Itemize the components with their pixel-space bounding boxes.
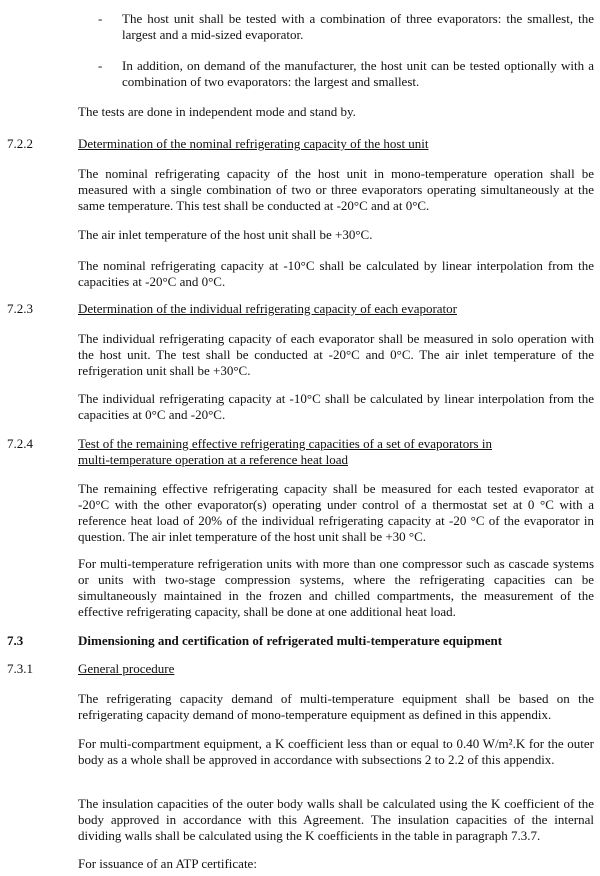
- section-number-7-2-2: 7.2.2: [7, 136, 33, 151]
- section-title-7-3-1: General procedure: [78, 661, 175, 676]
- section-number-7-2-3: 7.2.3: [7, 301, 33, 316]
- paragraph-tests-mode: The tests are done in independent mode and stand by.: [78, 104, 356, 119]
- paragraph-7-3-1-1: The refrigerating capacity demand of multi-temperature equipment shall be based on the refrigerating capacity demand of mono-temperature equipment as defined in this appendix.: [78, 691, 594, 722]
- section-title-7-2-4-line2: multi-temperature operation at a reference heat load: [78, 452, 348, 467]
- section-title-7-2-4-line1: Test of the remaining effective refrigerating capacities of a set of evaporators in: [78, 436, 492, 451]
- paragraph-7-3-1-3: The insulation capacities of the outer body walls shall be calculated using the K coefficient of the body approved in accordance with this Agreement. The insulation capacities of the internal dividing walls shall be calculated using the K coefficients in the table in paragraph 7.3.7.: [78, 796, 594, 843]
- section-number-7-3-1: 7.3.1: [7, 661, 33, 676]
- paragraph-7-3-1-4: For issuance of an ATP certificate:: [78, 856, 257, 871]
- section-number-7-2-4: 7.2.4: [7, 436, 33, 451]
- paragraph-7-2-2-2: The air inlet temperature of the host unit shall be +30°C.: [78, 227, 373, 242]
- bullet-text: The host unit shall be tested with a combination of three evaporators: the smallest, the largest and a mid-sized evaporator.: [122, 11, 594, 42]
- paragraph-7-2-2-1: The nominal refrigerating capacity of the host unit in mono-temperature operation shall be measured with a single combination of two or three evaporators operating simultaneously at the same temperature. This test shall be conducted at -20°C and at 0°C.: [78, 166, 594, 213]
- section-title-7-2-3: Determination of the individual refrigerating capacity of each evaporator: [78, 301, 457, 316]
- section-title-7-3: Dimensioning and certification of refrigerated multi-temperature equipment: [78, 633, 503, 648]
- bullet-dash: -: [98, 58, 103, 73]
- paragraph-7-2-4-2: For multi-temperature refrigeration units with more than one compressor such as cascade systems or units with two-stage compression systems, where the refrigerating capacities can be simultaneously maintained in the frozen and chilled compartments, the measurement of the effective refrigerating capacity, shall be done at one additional heat load.: [78, 556, 594, 619]
- bullet-text: In addition, on demand of the manufacturer, the host unit can be tested optionally with a combination of two evaporators: the largest and smallest.: [122, 58, 594, 89]
- section-number-7-3: 7.3: [7, 633, 24, 648]
- paragraph-7-2-3-2: The individual refrigerating capacity at -10°C shall be calculated by linear interpolation from the capacities at 0°C and -20°C.: [78, 391, 594, 422]
- paragraph-7-2-4-1: The remaining effective refrigerating capacity shall be measured for each tested evaporator at -20°C with the other evaporator(s) operating under control of a thermostat set at 0 °C with a reference heat load of 20% of the individual refrigerating capacity at -20 °C of the evaporator in question. The air inlet temperature of the host unit shall be +30 °C.: [78, 481, 594, 544]
- section-title-7-2-2: Determination of the nominal refrigerating capacity of the host unit: [78, 136, 429, 151]
- bullet-dash: -: [98, 11, 103, 26]
- paragraph-7-2-3-1: The individual refrigerating capacity of each evaporator shall be measured in solo operation with the host unit. The test shall be conducted at -20°C and 0°C. The air inlet temperature of the refrigeration unit shall be +30°C.: [78, 331, 594, 378]
- paragraph-7-3-1-2: For multi-compartment equipment, a K coefficient less than or equal to 0.40 W/m².K for the outer body as a whole shall be approved in accordance with subsections 2 to 2.2 of this appendix.: [78, 736, 594, 767]
- paragraph-7-2-2-3: The nominal refrigerating capacity at -10°C shall be calculated by linear interpolation from the capacities at -20°C and 0°C.: [78, 258, 594, 289]
